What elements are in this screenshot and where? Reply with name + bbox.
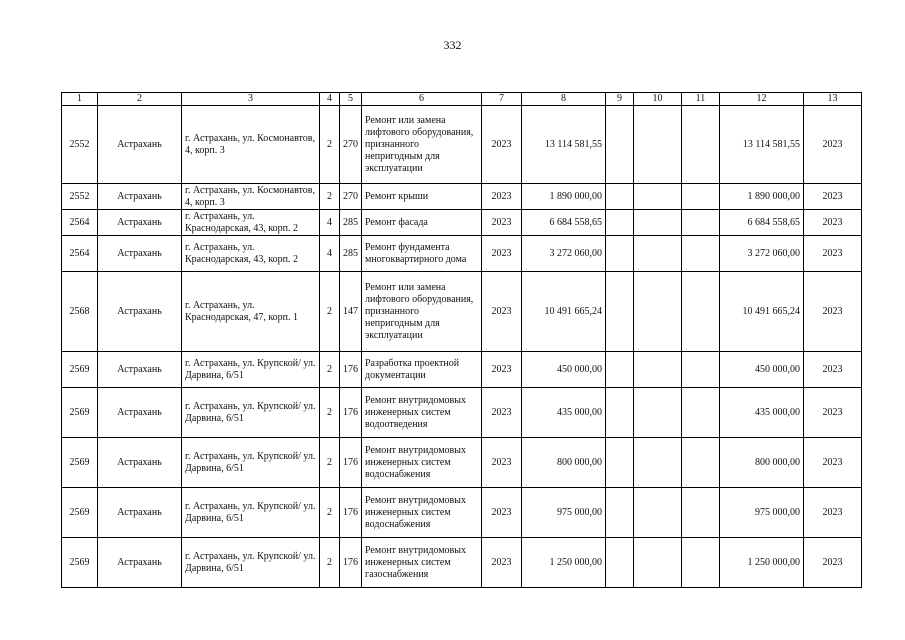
work-type-cell: Ремонт или замена лифтового оборудования, признанного непригодным для эксплуатации	[362, 272, 482, 352]
work-type-cell: Ремонт или замена лифтового оборудования, признанного непригодным для эксплуатации	[362, 106, 482, 184]
address-cell: г. Астрахань, ул. Краснодарская, 43, корп. 2	[182, 236, 320, 272]
apartments-cell: 176	[340, 488, 362, 538]
col-10-cell	[634, 488, 682, 538]
col-header-6: 6	[362, 93, 482, 106]
record-number-cell: 2569	[62, 438, 98, 488]
apartments-cell: 270	[340, 184, 362, 210]
table-row	[62, 538, 862, 588]
table-row	[62, 106, 862, 184]
col-header-4: 4	[320, 93, 340, 106]
apartments-cell: 270	[340, 106, 362, 184]
table-row	[62, 352, 862, 388]
col-9-cell	[606, 106, 634, 184]
address-cell: г. Астрахань, ул. Крупской/ ул. Дарвина, 6/51	[182, 438, 320, 488]
apartments-cell: 176	[340, 538, 362, 588]
completion-year-cell: 2023	[804, 210, 862, 236]
floors-cell: 4	[320, 210, 340, 236]
record-number-cell: 2569	[62, 352, 98, 388]
address-cell: г. Астрахань, ул. Краснодарская, 43, корп. 2	[182, 210, 320, 236]
col-header-13: 13	[804, 93, 862, 106]
apartments-cell: 176	[340, 388, 362, 438]
col-10-cell	[634, 388, 682, 438]
total-cost-cell: 435 000,00	[522, 388, 606, 438]
col-10-cell	[634, 352, 682, 388]
apartments-cell: 285	[340, 210, 362, 236]
table-row	[62, 210, 862, 236]
year-cell: 2023	[482, 210, 522, 236]
address-cell: г. Астрахань, ул. Крупской/ ул. Дарвина, 6/51	[182, 538, 320, 588]
col-header-2: 2	[98, 93, 182, 106]
year-cell: 2023	[482, 236, 522, 272]
total-cost-cell: 975 000,00	[522, 488, 606, 538]
municipality-cell: Астрахань	[98, 538, 182, 588]
table-row	[62, 388, 862, 438]
col-9-cell	[606, 538, 634, 588]
completion-year-cell: 2023	[804, 538, 862, 588]
year-cell: 2023	[482, 488, 522, 538]
address-cell: г. Астрахань, ул. Космонавтов, 4, корп. 3	[182, 106, 320, 184]
address-cell: г. Астрахань, ул. Крупской/ ул. Дарвина, 6/51	[182, 388, 320, 438]
table-row	[62, 272, 862, 352]
year-cell: 2023	[482, 538, 522, 588]
col-11-cell	[682, 538, 720, 588]
work-type-cell: Разработка проектной документации	[362, 352, 482, 388]
total-cost-cell: 800 000,00	[522, 438, 606, 488]
col-10-cell	[634, 272, 682, 352]
col-9-cell	[606, 388, 634, 438]
col-10-cell	[634, 106, 682, 184]
col-10-cell	[634, 210, 682, 236]
fund-cost-cell: 10 491 665,24	[720, 272, 804, 352]
col-header-11: 11	[682, 93, 720, 106]
record-number-cell: 2552	[62, 106, 98, 184]
col-header-7: 7	[482, 93, 522, 106]
col-10-cell	[634, 438, 682, 488]
col-11-cell	[682, 272, 720, 352]
col-11-cell	[682, 210, 720, 236]
completion-year-cell: 2023	[804, 388, 862, 438]
municipality-cell: Астрахань	[98, 352, 182, 388]
col-9-cell	[606, 438, 634, 488]
fund-cost-cell: 1 890 000,00	[720, 184, 804, 210]
year-cell: 2023	[482, 388, 522, 438]
record-number-cell: 2564	[62, 236, 98, 272]
record-number-cell: 2569	[62, 488, 98, 538]
fund-cost-cell: 6 684 558,65	[720, 210, 804, 236]
municipality-cell: Астрахань	[98, 236, 182, 272]
col-11-cell	[682, 184, 720, 210]
year-cell: 2023	[482, 106, 522, 184]
record-number-cell: 2552	[62, 184, 98, 210]
work-type-cell: Ремонт фасада	[362, 210, 482, 236]
completion-year-cell: 2023	[804, 438, 862, 488]
record-number-cell: 2564	[62, 210, 98, 236]
floors-cell: 4	[320, 236, 340, 272]
completion-year-cell: 2023	[804, 184, 862, 210]
table-row	[62, 438, 862, 488]
col-9-cell	[606, 236, 634, 272]
work-type-cell: Ремонт крыши	[362, 184, 482, 210]
fund-cost-cell: 1 250 000,00	[720, 538, 804, 588]
floors-cell: 2	[320, 106, 340, 184]
address-cell: г. Астрахань, ул. Краснодарская, 47, корп. 1	[182, 272, 320, 352]
total-cost-cell: 1 250 000,00	[522, 538, 606, 588]
completion-year-cell: 2023	[804, 236, 862, 272]
fund-cost-cell: 450 000,00	[720, 352, 804, 388]
record-number-cell: 2569	[62, 388, 98, 438]
table-row	[62, 236, 862, 272]
fund-cost-cell: 435 000,00	[720, 388, 804, 438]
municipality-cell: Астрахань	[98, 106, 182, 184]
col-header-1: 1	[62, 93, 98, 106]
col-10-cell	[634, 184, 682, 210]
col-9-cell	[606, 488, 634, 538]
completion-year-cell: 2023	[804, 272, 862, 352]
apartments-cell: 147	[340, 272, 362, 352]
municipality-cell: Астрахань	[98, 388, 182, 438]
page-number: 332	[443, 38, 462, 52]
municipality-cell: Астрахань	[98, 272, 182, 352]
col-9-cell	[606, 272, 634, 352]
work-type-cell: Ремонт внутридомовых инженерных систем водоснабжения	[362, 438, 482, 488]
col-11-cell	[682, 236, 720, 272]
repair-plan-table	[61, 92, 862, 588]
total-cost-cell: 3 272 060,00	[522, 236, 606, 272]
total-cost-cell: 6 684 558,65	[522, 210, 606, 236]
total-cost-cell: 10 491 665,24	[522, 272, 606, 352]
municipality-cell: Астрахань	[98, 210, 182, 236]
year-cell: 2023	[482, 438, 522, 488]
col-9-cell	[606, 184, 634, 210]
work-type-cell: Ремонт внутридомовых инженерных систем водоотведения	[362, 388, 482, 438]
fund-cost-cell: 975 000,00	[720, 488, 804, 538]
completion-year-cell: 2023	[804, 488, 862, 538]
municipality-cell: Астрахань	[98, 438, 182, 488]
col-11-cell	[682, 352, 720, 388]
col-9-cell	[606, 210, 634, 236]
floors-cell: 2	[320, 184, 340, 210]
col-header-3: 3	[182, 93, 320, 106]
floors-cell: 2	[320, 488, 340, 538]
municipality-cell: Астрахань	[98, 488, 182, 538]
year-cell: 2023	[482, 272, 522, 352]
record-number-cell: 2569	[62, 538, 98, 588]
floors-cell: 2	[320, 352, 340, 388]
address-cell: г. Астрахань, ул. Космонавтов, 4, корп. 3	[182, 184, 320, 210]
municipality-cell: Астрахань	[98, 184, 182, 210]
header-row	[62, 93, 862, 106]
table-row	[62, 488, 862, 538]
floors-cell: 2	[320, 388, 340, 438]
col-11-cell	[682, 488, 720, 538]
work-type-cell: Ремонт внутридомовых инженерных систем водоснабжения	[362, 488, 482, 538]
completion-year-cell: 2023	[804, 106, 862, 184]
total-cost-cell: 1 890 000,00	[522, 184, 606, 210]
apartments-cell: 176	[340, 352, 362, 388]
table-body	[62, 106, 862, 588]
work-type-cell: Ремонт фундамента многоквартирного дома	[362, 236, 482, 272]
apartments-cell: 176	[340, 438, 362, 488]
col-11-cell	[682, 106, 720, 184]
col-9-cell	[606, 352, 634, 388]
col-header-10: 10	[634, 93, 682, 106]
col-10-cell	[634, 538, 682, 588]
address-cell: г. Астрахань, ул. Крупской/ ул. Дарвина, 6/51	[182, 488, 320, 538]
year-cell: 2023	[482, 184, 522, 210]
floors-cell: 2	[320, 438, 340, 488]
col-11-cell	[682, 438, 720, 488]
col-header-9: 9	[606, 93, 634, 106]
fund-cost-cell: 3 272 060,00	[720, 236, 804, 272]
fund-cost-cell: 800 000,00	[720, 438, 804, 488]
col-10-cell	[634, 236, 682, 272]
col-header-5: 5	[340, 93, 362, 106]
floors-cell: 2	[320, 538, 340, 588]
total-cost-cell: 13 114 581,55	[522, 106, 606, 184]
record-number-cell: 2568	[62, 272, 98, 352]
col-11-cell	[682, 388, 720, 438]
address-cell: г. Астрахань, ул. Крупской/ ул. Дарвина, 6/51	[182, 352, 320, 388]
work-type-cell: Ремонт внутридомовых инженерных систем газоснабжения	[362, 538, 482, 588]
total-cost-cell: 450 000,00	[522, 352, 606, 388]
year-cell: 2023	[482, 352, 522, 388]
apartments-cell: 285	[340, 236, 362, 272]
completion-year-cell: 2023	[804, 352, 862, 388]
fund-cost-cell: 13 114 581,55	[720, 106, 804, 184]
floors-cell: 2	[320, 272, 340, 352]
table-row	[62, 184, 862, 210]
col-header-12: 12	[720, 93, 804, 106]
col-header-8: 8	[522, 93, 606, 106]
